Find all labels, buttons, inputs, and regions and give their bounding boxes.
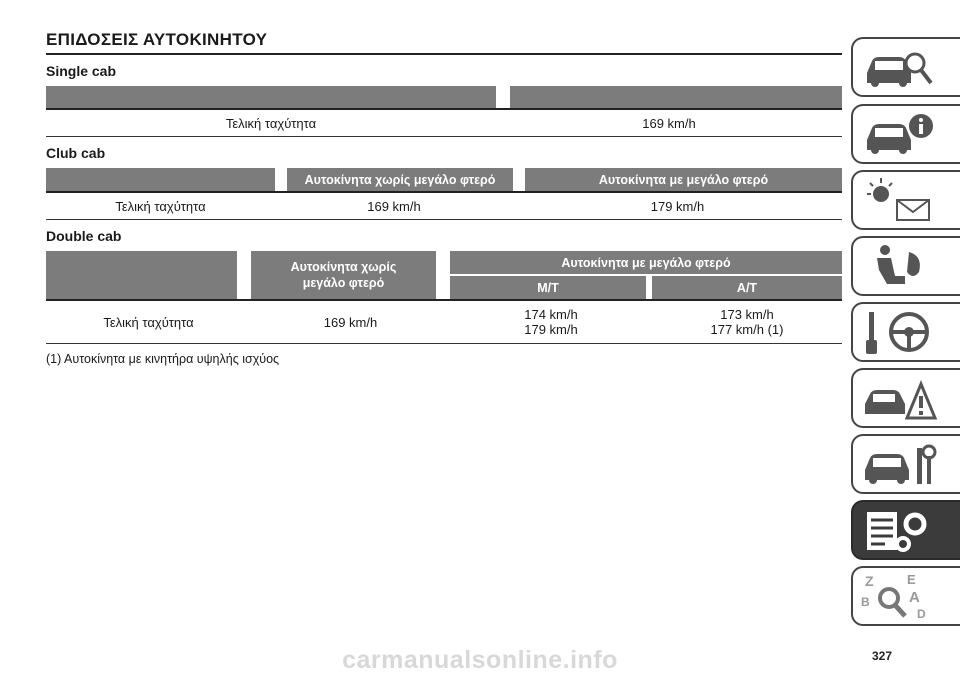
svg-text:B: B: [861, 595, 870, 609]
speed-value-mt: [450, 301, 652, 343]
row-label: Τελική ταχύτητα: [115, 198, 206, 214]
speed-value: 169 km/h: [323, 314, 378, 330]
speed-value-at-line: 177 km/h (1): [710, 322, 784, 337]
speed-value: 169 km/h: [642, 115, 696, 131]
svg-text:D: D: [917, 607, 926, 621]
seat-airbag-icon: [861, 242, 941, 292]
speed-value-mt-line: 179 km/h: [524, 322, 578, 337]
page-content: [46, 30, 842, 366]
alphabetical-index-icon: [861, 572, 941, 626]
row-label: Τελική ταχύτητα: [103, 314, 194, 330]
specs-gears-icon: [861, 506, 941, 556]
section-title-single-cab: Single cab: [46, 63, 117, 79]
single-cab-header-row: [46, 86, 842, 108]
double-cab-header-empty: [46, 251, 237, 299]
single-cab-header-cell: [510, 86, 842, 108]
car-tools-icon: [861, 440, 941, 490]
double-cab-header-with-wing-group: [450, 251, 842, 299]
car-search-icon: [861, 43, 941, 93]
side-tab-car-search[interactable]: [851, 37, 960, 97]
page-number: 327: [872, 649, 893, 663]
speed-value-at-line: 173 km/h: [720, 307, 774, 322]
side-tab-technical-specs[interactable]: [851, 500, 960, 560]
double-cab-header-with-wing: Αυτοκίνητα με μεγάλο φτερό: [450, 251, 842, 274]
side-tab-maintenance[interactable]: [851, 434, 960, 494]
watermark: carmanualsonline.info: [342, 646, 618, 674]
subheader-mt: M/T: [450, 276, 646, 299]
car-crash-warning-icon: [861, 374, 941, 424]
side-tab-warning-lights[interactable]: [851, 170, 960, 230]
speed-value-at: [652, 301, 842, 343]
double-cab-subheader-row: [450, 276, 842, 299]
subheader-at: A/T: [652, 276, 842, 299]
speed-value: 179 km/h: [650, 198, 705, 214]
svg-text:A: A: [909, 589, 920, 606]
section-title-double-cab: Double cab: [46, 228, 122, 244]
speed-value-mt-line: 174 km/h: [524, 307, 578, 322]
club-cab-data-row: [46, 191, 842, 220]
row-label: Τελική ταχύτητα: [225, 115, 317, 131]
warning-light-message-icon: [861, 176, 941, 226]
svg-text:E: E: [907, 572, 916, 587]
double-cab-header-row: [46, 251, 842, 299]
side-tab-index[interactable]: [851, 566, 960, 626]
side-tab-emergency[interactable]: [851, 368, 960, 428]
car-info-icon: [861, 110, 941, 160]
svg-text:Z: Z: [865, 573, 874, 589]
section-title-club-cab: Club cab: [46, 145, 106, 161]
single-cab-header-cell: [46, 86, 496, 108]
club-cab-header-without-wing: Αυτοκίνητα χωρίς μεγάλο φτερό: [287, 168, 513, 191]
side-tab-starting-driving[interactable]: [851, 302, 960, 362]
double-cab-header-without-wing: Αυτοκίνητα χωρίς μεγάλο φτερό: [251, 251, 436, 299]
key-steering-wheel-icon: [861, 308, 941, 358]
footnote: (1) Αυτοκίνητα με κινητήρα υψηλής ισχύος: [46, 352, 280, 366]
side-tab-car-info[interactable]: [851, 104, 960, 164]
club-cab-header-row: [46, 168, 842, 191]
single-cab-data-row: [46, 108, 842, 137]
club-cab-header-empty: [46, 168, 275, 191]
double-cab-data-row: [46, 299, 842, 344]
club-cab-header-with-wing: Αυτοκίνητα με μεγάλο φτερό: [525, 168, 842, 191]
page-title: ΕΠΙΔΟΣΕΙΣ ΑΥΤΟΚΙΝΗΤΟΥ: [46, 30, 842, 55]
side-tab-safety[interactable]: [851, 236, 960, 296]
speed-value: 169 km/h: [367, 198, 421, 214]
